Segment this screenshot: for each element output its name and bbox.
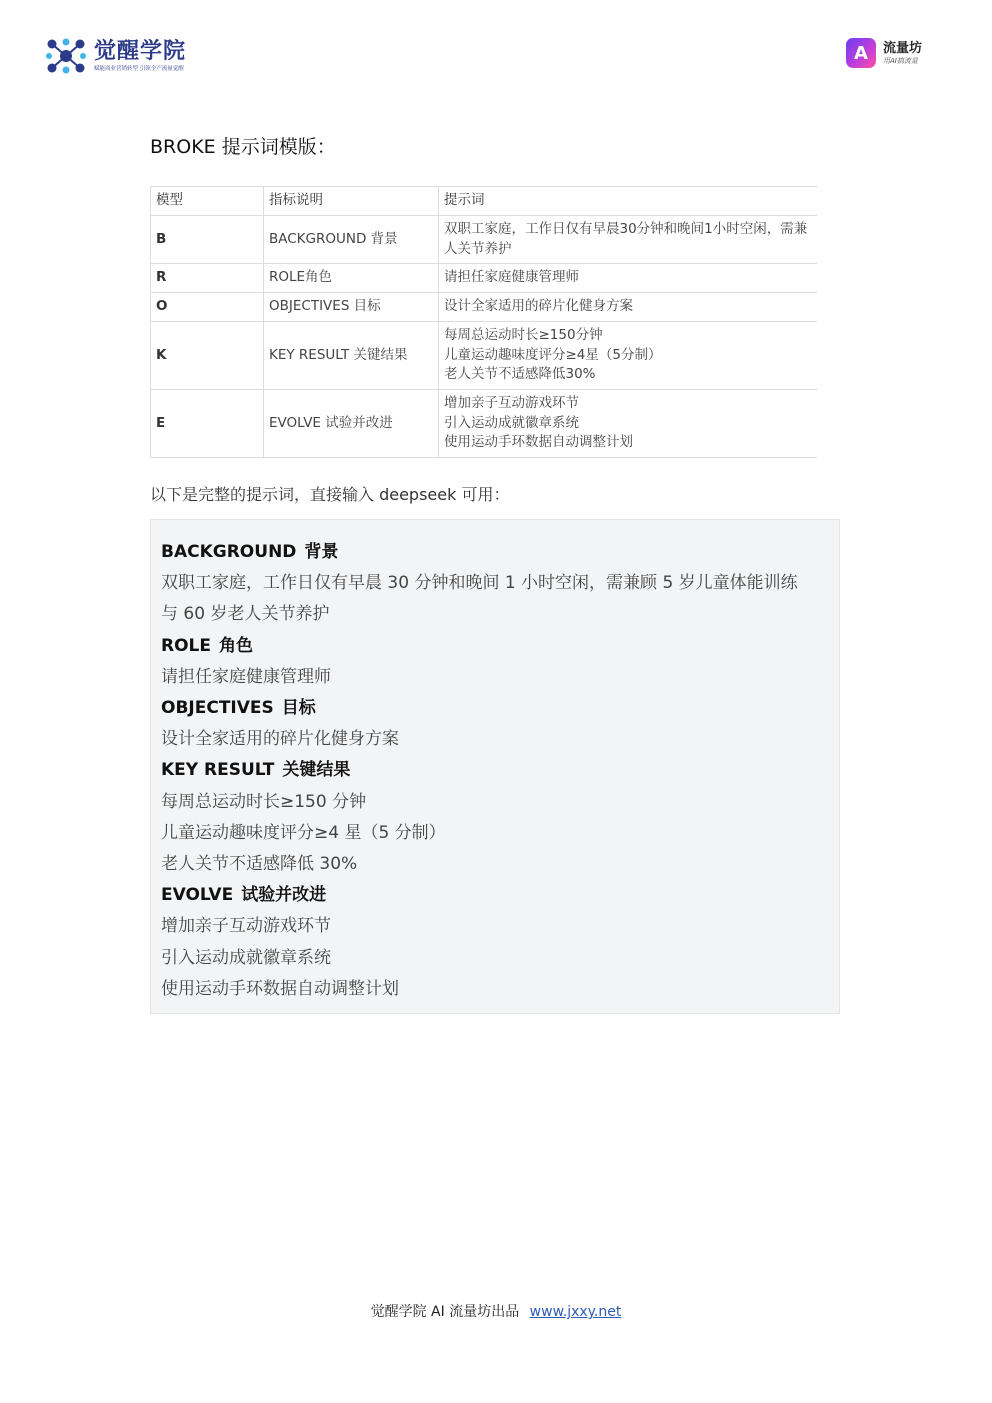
- model-cell: K: [151, 322, 264, 390]
- prompt-line: 儿童运动趣味度评分≥4 星（5 分制）: [161, 822, 446, 843]
- prompt-code-block[interactable]: [150, 519, 840, 1014]
- footer-text: 觉醒学院 AI 流量坊出品: [370, 1304, 520, 1320]
- header-cell-prompt: 提示词: [439, 187, 818, 216]
- page-heading: BROKE 提示词模版：: [150, 136, 336, 158]
- model-cell: B: [151, 216, 264, 264]
- intro-text: 以下是完整的提示词，直接输入 deepseek 可用：: [150, 485, 510, 504]
- prompt-line: 每周总运动时长≥150分钟: [444, 327, 603, 344]
- model-cell: E: [151, 390, 264, 458]
- prompt-line: 引入运动成就徽章系统: [444, 414, 579, 431]
- section-en: ROLE: [161, 635, 211, 656]
- prompt-cell: [439, 264, 818, 293]
- traffic-workshop-logo: [846, 38, 922, 68]
- header-cell-model: 模型: [151, 187, 264, 216]
- section-zh: 角色: [219, 635, 253, 656]
- section-en: EVOLVE: [161, 885, 234, 906]
- section-zh: 关键结果: [282, 760, 351, 781]
- footer-website-link[interactable]: www.jxxy.net: [529, 1304, 622, 1320]
- prompt-line: 请担任家庭健康管理师: [161, 666, 331, 687]
- table-row: [151, 390, 818, 458]
- prompt-line: 引入运动成就徽章系统: [161, 947, 331, 968]
- prompt-cell: [439, 216, 818, 264]
- section-heading-key-result: [161, 755, 829, 786]
- indicator-cell: KEY RESULT 关键结果: [264, 322, 439, 390]
- prompt-line: 老人关节不适感降低30%: [444, 366, 596, 383]
- section-heading-background: [161, 537, 829, 568]
- prompt-line: 人关节养护: [444, 240, 512, 257]
- section-zh: 试验并改进: [241, 885, 327, 906]
- indicator-cell: ROLE角色: [264, 264, 439, 293]
- table-row: [151, 293, 818, 322]
- table-row: [151, 216, 818, 264]
- section-zh: 背景: [304, 542, 339, 562]
- model-cell: R: [151, 264, 264, 293]
- prompt-line: 设计全家适用的碎片化健身方案: [444, 298, 633, 315]
- awakening-academy-logo: [46, 38, 186, 74]
- prompt-line: 老人关节不适感降低 30%: [161, 854, 358, 875]
- table-header-row: [151, 187, 818, 216]
- section-en: BACKGROUND: [161, 542, 297, 562]
- prompt-line: 双职工家庭，工作日仅有早晨 30 分钟和晚间 1 小时空闲，需兼顾 5 岁儿童体能训练: [161, 573, 798, 594]
- prompt-line: 双职工家庭，工作日仅有早晨30分钟和晚间1小时空闲，需兼: [444, 221, 808, 237]
- broke-table: [150, 186, 817, 458]
- app-slogan: 用AI搞流量: [883, 56, 918, 65]
- section-heading-role: [161, 631, 829, 662]
- indicator-cell: OBJECTIVES 目标: [264, 293, 439, 322]
- table-row: [151, 264, 818, 293]
- brand-subtitle: 赋能商业营销转型 引领全产流量觉醒: [94, 65, 184, 72]
- indicator-cell: BACKGROUND 背景: [264, 216, 439, 264]
- prompt-line: 请担任家庭健康管理师: [444, 269, 579, 286]
- header-cell-indicator: 指标说明: [264, 187, 439, 216]
- prompt-line: 与 60 岁老人关节养护: [161, 604, 330, 625]
- prompt-cell: [439, 293, 818, 322]
- prompt-line: 儿童运动趣味度评分≥4星（5分制）: [444, 346, 662, 363]
- section-heading-evolve: [161, 880, 829, 911]
- prompt-line: 增加亲子互动游戏环节: [161, 916, 331, 937]
- prompt-line: 使用运动手环数据自动调整计划: [444, 434, 633, 451]
- broke-table-container: [150, 186, 817, 458]
- prompt-line: 使用运动手环数据自动调整计划: [161, 978, 399, 999]
- page-footer: [0, 1301, 992, 1321]
- table-row: [151, 322, 818, 390]
- section-en: OBJECTIVES: [161, 698, 274, 719]
- app-name: 流量坊: [883, 40, 923, 56]
- prompt-cell: [439, 390, 818, 458]
- section-zh: 目标: [281, 698, 316, 719]
- section-en: KEY RESULT: [161, 760, 275, 781]
- ai-app-icon: A: [846, 38, 876, 68]
- prompt-line: 每周总运动时长≥150 分钟: [161, 791, 367, 812]
- prompt-cell: [439, 322, 818, 390]
- prompt-line: 增加亲子互动游戏环节: [444, 395, 579, 412]
- section-heading-objectives: [161, 693, 829, 724]
- molecule-logo-icon: [46, 38, 86, 74]
- brand-name: 觉醒学院: [94, 38, 187, 64]
- indicator-cell: EVOLVE 试验并改进: [264, 390, 439, 458]
- model-cell: O: [151, 293, 264, 322]
- prompt-line: 设计全家适用的碎片化健身方案: [161, 729, 399, 750]
